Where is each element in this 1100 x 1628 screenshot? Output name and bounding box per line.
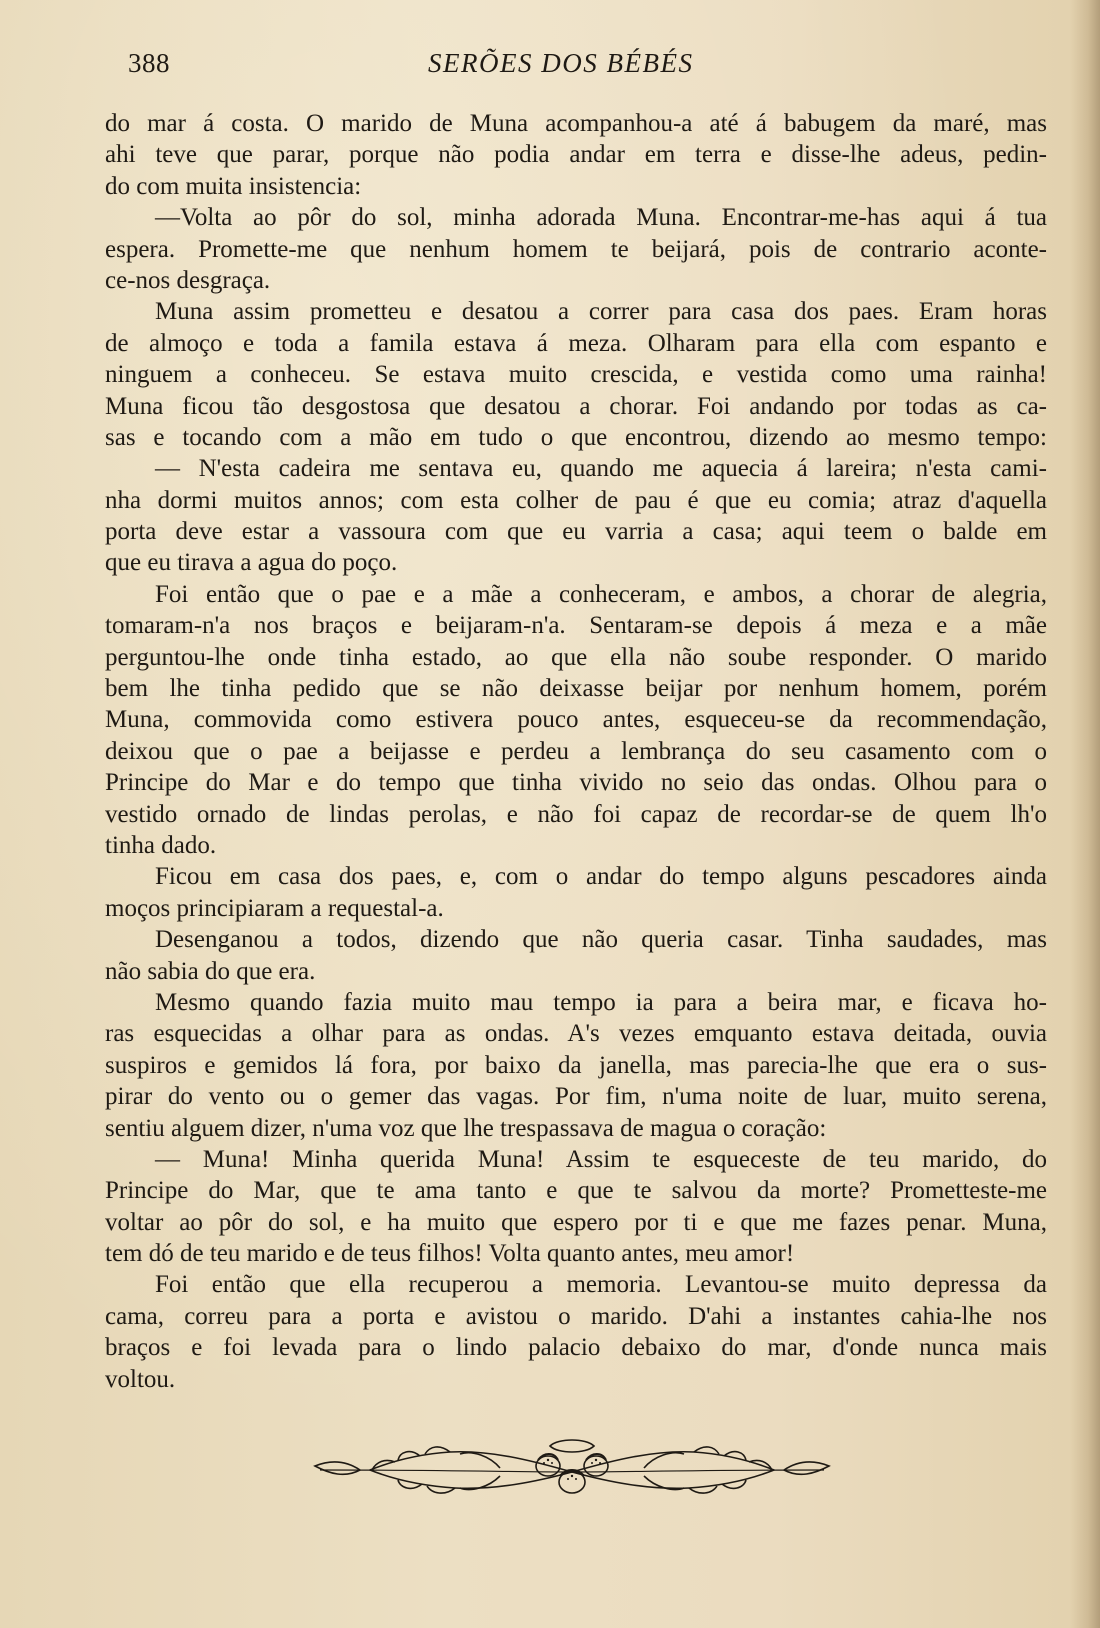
text-line: que eu tirava a agua do poço. — [105, 549, 398, 577]
text-line: moços principiaram a requestal-a. — [105, 894, 444, 922]
text-line: Foi então que ella recuperou a memoria. Levantou-se muito depressa da — [155, 1271, 1047, 1299]
text-line: suspiros e gemidos lá fora, por baixo da janella, mas parecia-lhe que era o sus- — [105, 1051, 1047, 1079]
text-line: porta deve estar a vassoura com que eu varria a casa; aqui teem o balde em — [105, 518, 1047, 546]
text-line: sentiu alguem dizer, n'uma voz que lhe trespassava de magua o coração: — [105, 1114, 827, 1142]
text-line: cama, correu para a porta e avistou o marido. D'ahi a instantes cahia-lhe nos — [105, 1302, 1047, 1330]
text-line: voltou. — [105, 1365, 176, 1393]
text-line: —Volta ao pôr do sol, minha adorada Muna. Encontrar-me-has aqui á tua — [155, 204, 1047, 232]
text-line: ninguem a conheceu. Se estava muito crescida, e vestida como uma rainha! — [105, 361, 1047, 389]
text-line: Muna ficou tão desgostosa que desatou a chorar. Foi andando por todas as ca- — [105, 392, 1047, 420]
text-line: braços e foi levada para o lindo palacio debaixo do mar, d'onde nunca mais — [105, 1334, 1047, 1362]
text-line: Foi então que o pae e a mãe a conheceram, e ambos, a chorar de alegria, — [155, 580, 1047, 608]
running-title: SERÕES DOS BÉBÉS — [428, 48, 694, 78]
body-text — [105, 108, 1047, 1395]
text-line: Mesmo quando fazia muito mau tempo ia para a beira mar, e ficava ho- — [155, 988, 1047, 1016]
text-line: pirar do vento ou o gemer das vagas. Por fim, n'uma noite de luar, muito serena, — [105, 1083, 1047, 1111]
text-line: — Muna! Minha querida Muna! Assim te esqueceste de teu marido, do — [155, 1145, 1047, 1173]
text-line: tomaram-n'a nos braços e beijaram-n'a. Sentaram-se depois á meza e a mãe — [105, 612, 1047, 640]
text-line: Muna assim prometteu e desatou a correr para casa dos paes. Eram horas — [155, 298, 1047, 326]
text-line: Ficou em casa dos paes, e, com o andar do tempo alguns pescadores ainda — [155, 863, 1047, 891]
text-line: ahi teve que parar, porque não podia andar em terra e disse-lhe adeus, pedin- — [105, 141, 1047, 169]
page-header — [128, 48, 1048, 88]
text-line: do com muita insistencia: — [105, 172, 362, 200]
text-line: sas e tocando com a mão em tudo o que encontrou, dizendo ao mesmo tempo: — [105, 423, 1047, 451]
text-line: nha dormi muitos annos; com esta colher de pau é que eu comia; atraz d'aquella — [105, 486, 1047, 514]
text-line: voltar ao pôr do sol, e ha muito que espero por ti e que me fazes penar. Muna, — [105, 1208, 1047, 1236]
text-line: de almoço e toda a famila estava á meza. Olharam para ella com espanto e — [105, 329, 1047, 357]
text-line: do mar á costa. O marido de Muna acompanhou-a até á babugem da maré, mas — [105, 110, 1047, 137]
text-line: bem lhe tinha pedido que se não deixasse beijar por nenhum homem, porém — [105, 675, 1047, 703]
text-line: Principe do Mar, que te ama tanto e que te salvou da morte? Prometteste-me — [105, 1177, 1047, 1205]
text-line: Principe do Mar e do tempo que tinha vivido no seio das ondas. Olhou para o — [105, 769, 1047, 797]
text-line: deixou que o pae a beijasse e perdeu a lembrança do seu casamento com o — [105, 737, 1047, 765]
text-line: vestido ornado de lindas perolas, e não foi capaz de recordar-se de quem lh'o — [105, 800, 1047, 828]
oak-leaf-acorn-ornament-icon — [300, 1430, 845, 1510]
page-number: 388 — [128, 48, 170, 78]
text-line: espera. Promette-me que nenhum homem te beijará, pois de contrario aconte- — [105, 235, 1047, 263]
text-line: não sabia do que era. — [105, 957, 316, 985]
page-edge-shadow — [1070, 0, 1100, 1628]
text-line: ce-nos desgraça. — [105, 266, 271, 294]
text-line: — N'esta cadeira me sentava eu, quando me aquecia á lareira; n'esta cami- — [155, 455, 1047, 483]
text-line: perguntou-lhe onde tinha estado, ao que ella não soube responder. O marido — [105, 643, 1047, 671]
text-line: tinha dado. — [105, 831, 217, 859]
text-line: ras esquecidas a olhar para as ondas. A's vezes emquanto estava deitada, ouvia — [105, 1020, 1047, 1048]
text-line: Muna, commovida como estivera pouco antes, esqueceu-se da recommendação, — [105, 706, 1047, 734]
text-line: tem dó de teu marido e de teus filhos! Volta quanto antes, meu amor! — [105, 1240, 795, 1268]
text-line: Desenganou a todos, dizendo que não queria casar. Tinha saudades, mas — [155, 926, 1047, 954]
